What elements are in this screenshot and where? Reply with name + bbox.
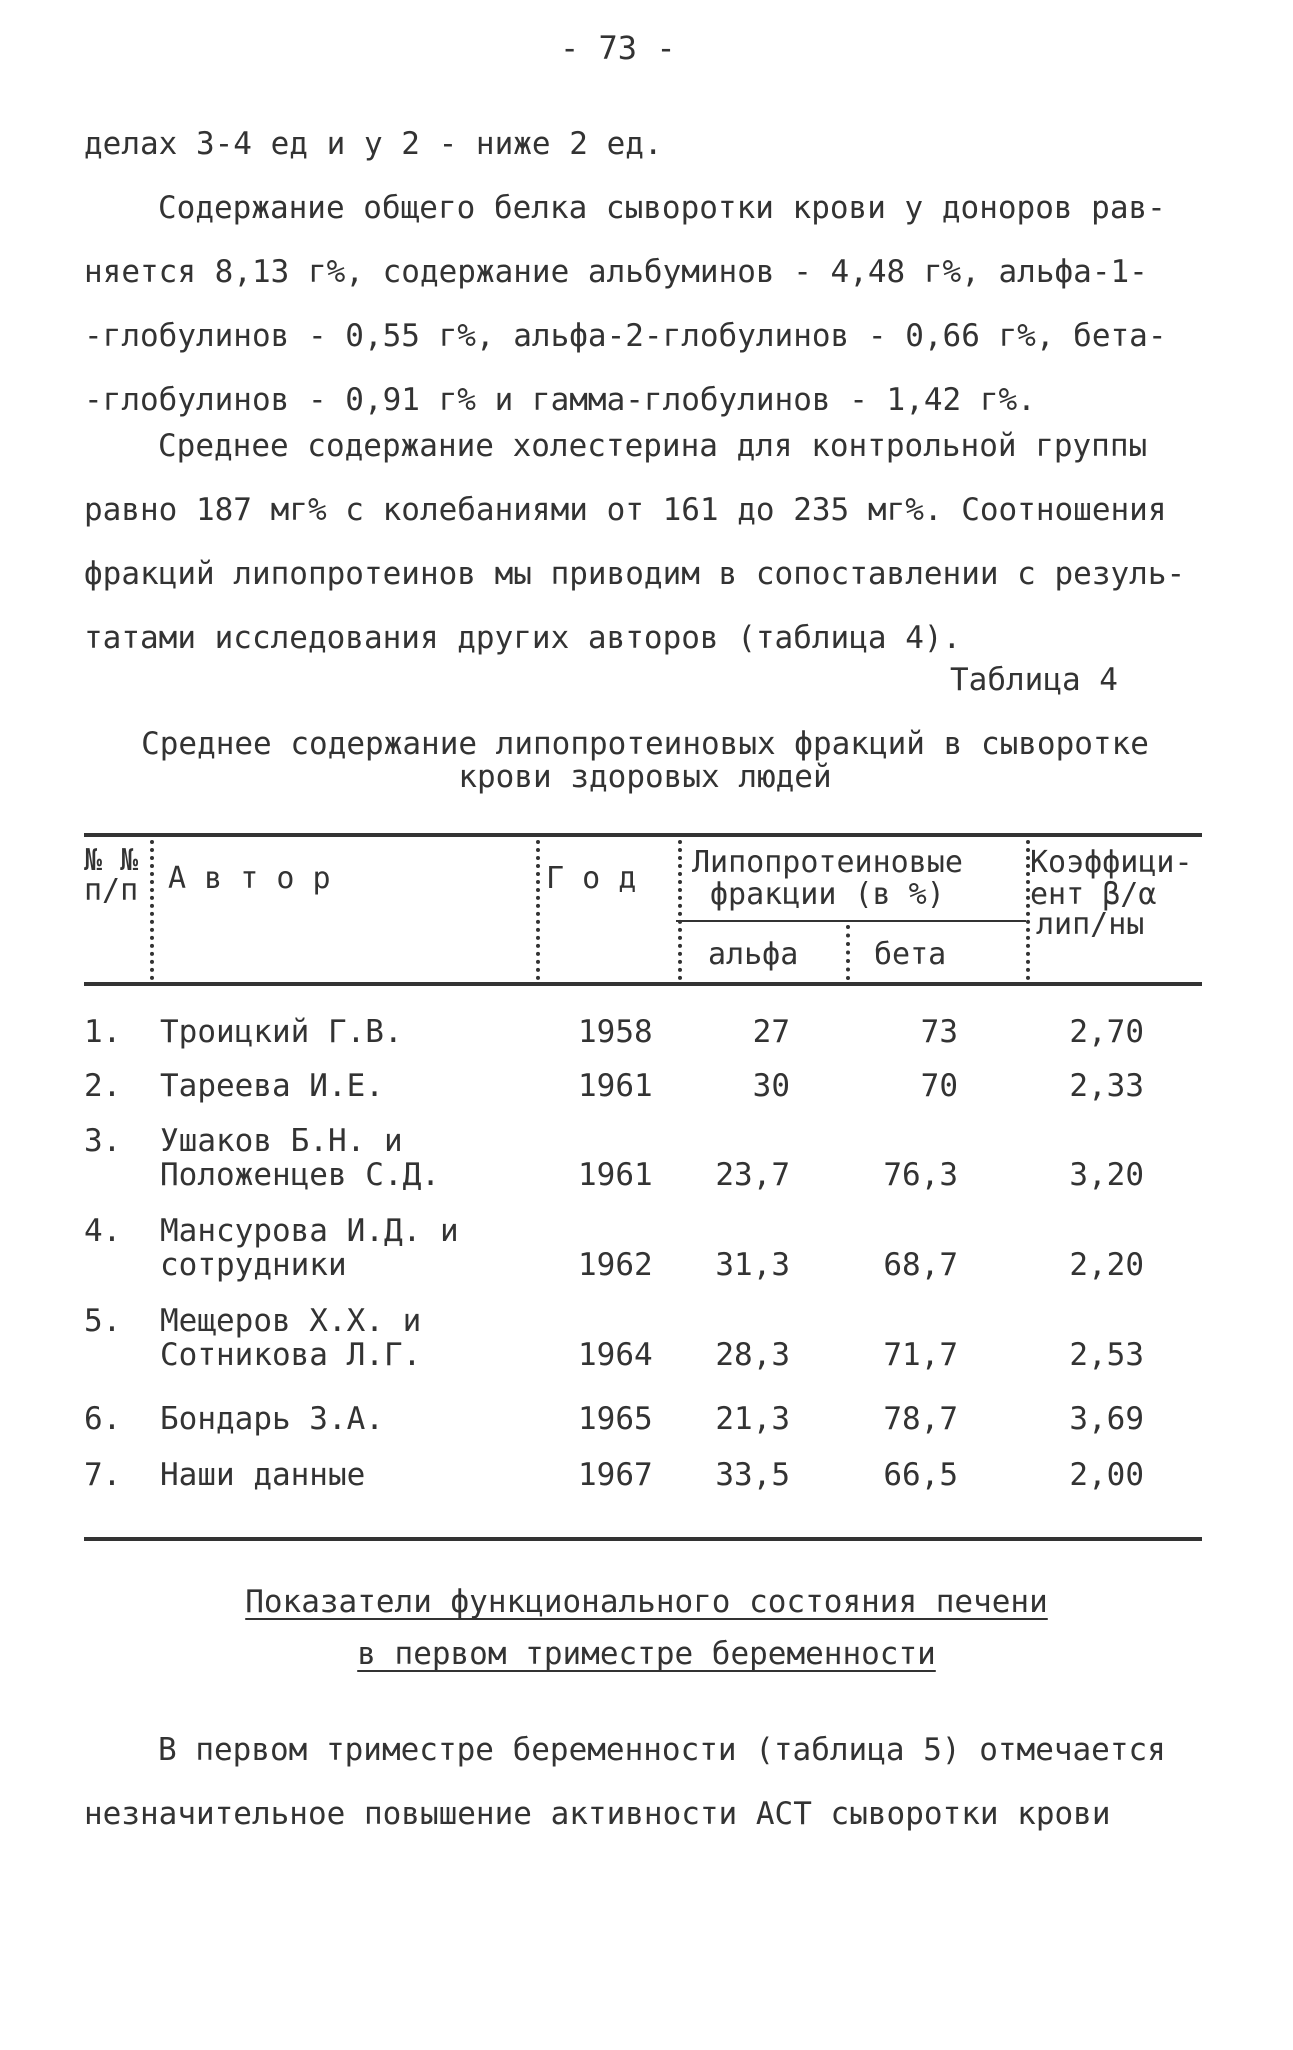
section-heading-line-1: Показатели функционального состояния печени (245, 1584, 1048, 1620)
row-number: 1. (84, 1014, 122, 1050)
paragraph-continuation (84, 112, 1164, 176)
row-number: 5. (84, 1303, 122, 1339)
row-coefficient: 2,33 (1069, 1068, 1144, 1104)
row-author: Наши данные (160, 1457, 366, 1493)
header-coef-line-3: лип/ны (1036, 907, 1145, 942)
row-coefficient: 3,20 (1069, 1157, 1144, 1193)
page-number: - 73 - (560, 29, 676, 67)
table-title-line-2: крови здоровых людей (458, 759, 832, 795)
text-line: -глобулинов - 0,91 г% и гамма-глобулинов - 1,42 г%. (84, 382, 1036, 418)
row-alpha: 27 (752, 1014, 790, 1050)
row-author-line-2: Положенцев С.Д. (160, 1157, 440, 1193)
row-beta: 78,7 (883, 1401, 958, 1437)
table-subheader-rule (676, 920, 1026, 922)
header-beta: бета (874, 937, 947, 972)
header-num-line-1: № № (84, 843, 139, 878)
row-beta: 68,7 (883, 1247, 958, 1283)
paragraph-protein (84, 176, 1167, 432)
header-fractions-line-1: Липопротеиновые (692, 845, 963, 880)
column-separator (536, 840, 540, 980)
row-coefficient: 2,00 (1069, 1457, 1144, 1493)
text-line: В первом триместре беременности (таблица 5) отмечается (158, 1732, 1166, 1768)
text-line: Содержание общего белка сыворотки крови у доноров рав- (158, 190, 1166, 226)
row-coefficient: 3,69 (1069, 1401, 1144, 1437)
row-alpha: 30 (752, 1068, 790, 1104)
table-bottom-rule (84, 1537, 1202, 1541)
row-year: 1964 (578, 1337, 653, 1373)
row-beta: 66,5 (883, 1457, 958, 1493)
row-year: 1962 (578, 1247, 653, 1283)
row-year: 1958 (578, 1014, 653, 1050)
column-separator (678, 840, 682, 980)
row-author-line-2: Сотникова Л.Г. (160, 1337, 422, 1373)
column-separator (846, 925, 850, 980)
row-beta: 71,7 (883, 1337, 958, 1373)
row-alpha: 33,5 (715, 1457, 790, 1493)
paragraph-cholesterol (84, 414, 1186, 670)
row-beta: 73 (920, 1014, 958, 1050)
text-line: -глобулинов - 0,55 г%, альфа-2-глобулинов - 0,66 г%, бета- (84, 318, 1167, 354)
row-number: 7. (84, 1457, 122, 1493)
text-line: няется 8,13 г%, содержание альбуминов - 4,48 г%, альфа-1- (84, 254, 1148, 290)
row-author-line-1: Мансурова И.Д. и (160, 1213, 459, 1249)
header-coef-line-1: Коэффици- (1030, 845, 1193, 880)
row-beta: 70 (920, 1068, 958, 1104)
row-alpha: 31,3 (715, 1247, 790, 1283)
row-author: Тареева И.Е. (160, 1068, 384, 1104)
row-coefficient: 2,70 (1069, 1014, 1144, 1050)
row-author: Троицкий Г.В. (160, 1014, 403, 1050)
header-author: А в т о р (168, 861, 331, 896)
header-alpha: альфа (708, 937, 799, 972)
row-author-line-1: Ушаков Б.Н. и (160, 1123, 403, 1159)
row-coefficient: 2,20 (1069, 1247, 1144, 1283)
row-number: 2. (84, 1068, 122, 1104)
section-heading-line-2: в первом триместре беременности (357, 1636, 936, 1672)
table-title-line-1: Среднее содержание липопротеиновых фракций в сыворотке (141, 726, 1149, 762)
row-alpha: 23,7 (715, 1157, 790, 1193)
row-year: 1961 (578, 1068, 653, 1104)
text-line: фракций липопротеинов мы приводим в сопоставлении с резуль- (84, 556, 1186, 592)
table-top-rule (84, 833, 1202, 837)
row-author-line-1: Мещеров Х.Х. и (160, 1303, 422, 1339)
text-line: делах 3-4 ед и у 2 - ниже 2 ед. (84, 126, 663, 162)
header-fractions-line-2: фракции (в %) (710, 877, 945, 912)
row-author-line-2: сотрудники (160, 1247, 347, 1283)
table-header-rule (84, 982, 1202, 986)
row-number: 3. (84, 1123, 122, 1159)
row-number: 4. (84, 1213, 122, 1249)
paragraph-first-trimester (84, 1718, 1164, 1846)
row-alpha: 21,3 (715, 1401, 790, 1437)
text-line: равно 187 мг% с колебаниями от 161 до 235 мг%. Соотношения (84, 492, 1167, 528)
header-year: Г о д (546, 861, 637, 896)
header-num-line-2: п/п (84, 873, 139, 908)
row-alpha: 28,3 (715, 1337, 790, 1373)
row-coefficient: 2,53 (1069, 1337, 1144, 1373)
text-line: татами исследования других авторов (таблица 4). (84, 620, 962, 656)
table-label: Таблица 4 (950, 662, 1118, 698)
column-separator (150, 840, 154, 980)
row-year: 1961 (578, 1157, 653, 1193)
text-line: незначительное повышение активности АСТ сыворотки крови (84, 1796, 1111, 1832)
row-year: 1967 (578, 1457, 653, 1493)
row-year: 1965 (578, 1401, 653, 1437)
row-author: Бондарь З.А. (160, 1401, 384, 1437)
header-coef-line-2: ент β/α (1030, 877, 1157, 912)
row-beta: 76,3 (883, 1157, 958, 1193)
text-line: Среднее содержание холестерина для контрольной группы (158, 428, 1148, 464)
row-number: 6. (84, 1401, 122, 1437)
